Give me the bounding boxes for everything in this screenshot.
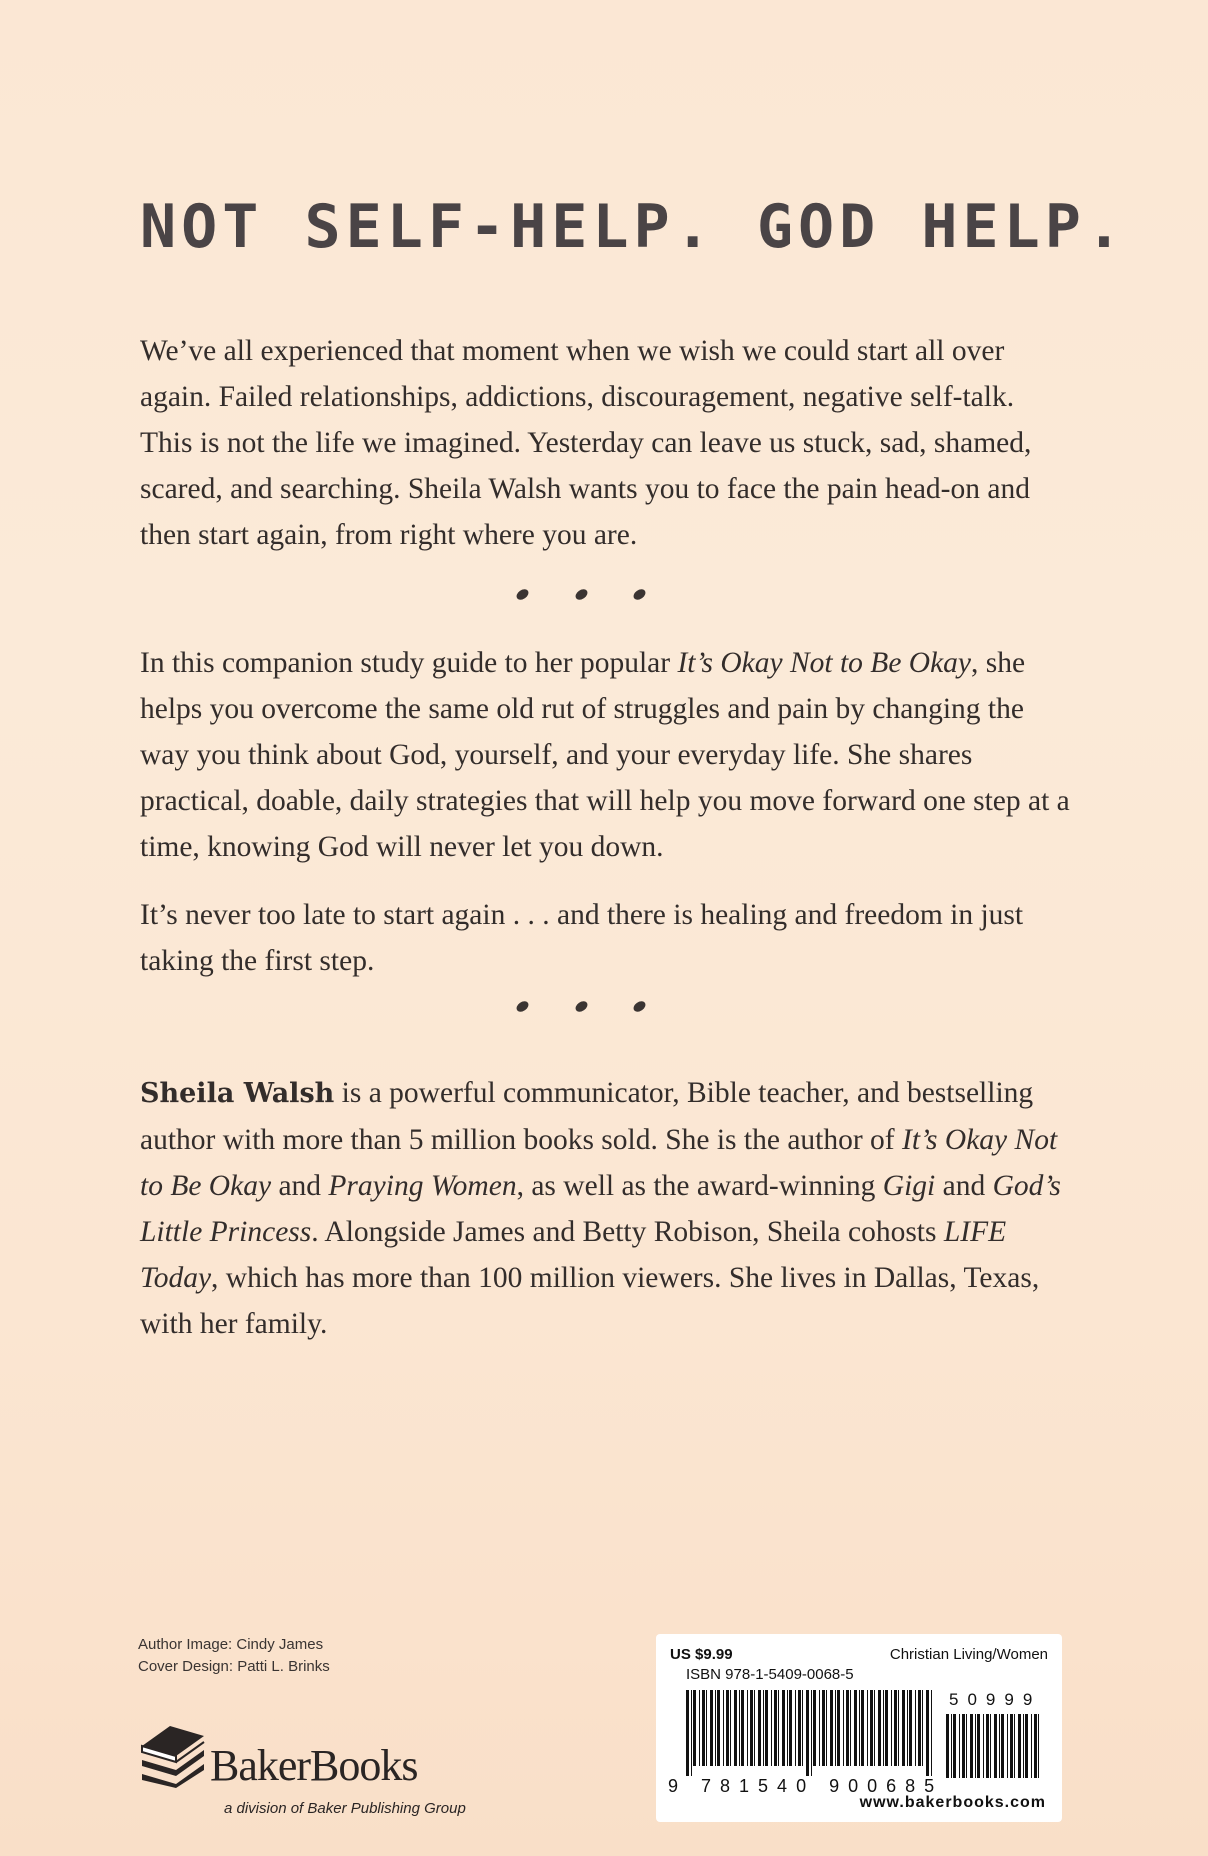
bio-book-title: Gigi bbox=[882, 1170, 936, 1202]
barcode-bar bbox=[813, 1690, 816, 1766]
barcode-bar bbox=[837, 1690, 840, 1766]
barcode-bar bbox=[686, 1690, 689, 1776]
author-name: Sheila Walsh bbox=[140, 1078, 335, 1109]
website: www.bakerbooks.com bbox=[859, 1794, 1046, 1811]
barcode-bar bbox=[850, 1690, 851, 1766]
image-credits bbox=[138, 1634, 330, 1678]
barcode-bar bbox=[909, 1690, 912, 1766]
intro-paragraph: We’ve all experienced that moment when we wish we could start all over again. Failed relationships, addictions, discouragement, negative self-talk. This is not the life we imagined. Yesterday can leave us stuck, sad, shamed, scared, and searching. Sheila Walsh wants you to face the pain head-on and then start again, from right where you are. bbox=[140, 335, 1032, 551]
barcode-bar bbox=[994, 1714, 997, 1778]
publisher-tagline: a division of Baker Publishing Group bbox=[224, 1800, 466, 1817]
barcode-bar bbox=[951, 1714, 952, 1778]
divider-dot bbox=[573, 587, 589, 602]
barcode-bar bbox=[691, 1690, 692, 1776]
barcode-label bbox=[656, 1634, 1062, 1822]
barcode-bar bbox=[702, 1690, 705, 1766]
barcode-bar bbox=[787, 1690, 788, 1766]
barcode-bar bbox=[1014, 1714, 1015, 1778]
barcode-bar bbox=[902, 1690, 905, 1766]
divider-dot bbox=[632, 587, 648, 602]
barcode-bar bbox=[706, 1690, 707, 1766]
barcode-bar bbox=[966, 1714, 967, 1778]
barcode-bar bbox=[898, 1690, 899, 1766]
barcode-bar bbox=[870, 1690, 873, 1766]
barcode-bar bbox=[959, 1714, 960, 1778]
companion-text-after: , she helps you overcome the same old rut of struggles and pain by changing the way you think about God, yourself, and your everyday life. She shares practical, doable, daily strategies that will help you move forward one step at a time, knowing God will never let you down. bbox=[140, 647, 1070, 863]
barcode-bar bbox=[806, 1690, 809, 1776]
barcode-bar bbox=[977, 1714, 980, 1778]
barcode-bar bbox=[782, 1690, 785, 1766]
headline: NOT SELF-HELP. GOD HELP. bbox=[140, 192, 1127, 262]
barcode-bar bbox=[778, 1690, 779, 1766]
barcode-bar bbox=[1023, 1714, 1024, 1778]
barcode-bar bbox=[891, 1690, 892, 1766]
barcode-bar bbox=[747, 1690, 748, 1766]
bio-text: , which has more than 100 million viewers. She lives in Dallas, Texas, with her family. bbox=[140, 1262, 1040, 1340]
barcode-bar bbox=[962, 1714, 965, 1778]
barcode-bar bbox=[739, 1690, 740, 1766]
barcode-bar bbox=[830, 1690, 833, 1766]
barcode-bar bbox=[1007, 1714, 1008, 1778]
category: Christian Living/Women bbox=[889, 1646, 1048, 1663]
isbn: ISBN 978-1-5409-0068-5 bbox=[686, 1666, 854, 1683]
barcode-bar bbox=[763, 1690, 764, 1766]
barcode-bar bbox=[802, 1690, 803, 1766]
divider-dot bbox=[515, 587, 531, 602]
barcode-bar bbox=[789, 1690, 792, 1766]
barcode-bar bbox=[798, 1690, 801, 1766]
barcode-bar bbox=[970, 1714, 973, 1778]
companion-text-before: In this companion study guide to her popular bbox=[140, 647, 678, 679]
barcode-bar bbox=[795, 1690, 796, 1766]
barcode-bar bbox=[1031, 1714, 1032, 1778]
divider-dot bbox=[515, 999, 531, 1014]
barcode-bar bbox=[846, 1690, 849, 1766]
barcode-bar bbox=[765, 1690, 768, 1766]
barcode-bar bbox=[819, 1690, 820, 1766]
barcode-bar bbox=[854, 1690, 857, 1766]
bio-book-title: God’s Little Princess bbox=[140, 1170, 1061, 1248]
barcode-bar bbox=[883, 1690, 884, 1766]
addon-digits: 50999 bbox=[949, 1690, 1042, 1709]
ean-barcode bbox=[686, 1690, 936, 1776]
barcode-bar bbox=[922, 1690, 923, 1766]
divider-dot bbox=[632, 999, 648, 1014]
publisher-logo bbox=[138, 1712, 508, 1822]
barcode-bar bbox=[975, 1714, 976, 1778]
barcode-bar bbox=[861, 1690, 864, 1766]
bio-text: , as well as the award-winning bbox=[516, 1170, 883, 1202]
barcode-digits: 9 781540 900685 bbox=[668, 1776, 944, 1796]
bio-text: is a powerful communicator, Bible teacher, and bestselling author with more than 5 million books sold. She is the author of bbox=[140, 1077, 1034, 1156]
barcode-bar bbox=[710, 1690, 713, 1766]
barcode-bar bbox=[843, 1690, 844, 1766]
barcode-bar bbox=[885, 1690, 888, 1766]
price: US $9.99 bbox=[670, 1646, 733, 1663]
barcode-bar bbox=[1025, 1714, 1028, 1778]
barcode-bar bbox=[771, 1690, 772, 1766]
barcode-bar bbox=[983, 1714, 984, 1778]
barcode-bar bbox=[826, 1690, 827, 1766]
bio-show-title: LIFE Today bbox=[140, 1216, 1007, 1294]
divider-dot bbox=[573, 999, 589, 1014]
bio-text: and bbox=[271, 1170, 329, 1202]
barcode-bar bbox=[726, 1690, 729, 1766]
barcode-bar bbox=[754, 1690, 755, 1766]
barcode-bar bbox=[1001, 1714, 1004, 1778]
barcode-bar bbox=[693, 1690, 696, 1766]
barcode-bar bbox=[1018, 1714, 1021, 1778]
author-image-credit: Author Image: Cindy James bbox=[138, 1636, 324, 1653]
publisher-name: BakerBooks bbox=[210, 1741, 418, 1790]
bio-text: . Alongside James and Betty Robison, Sheila cohosts bbox=[311, 1216, 944, 1248]
section-divider bbox=[516, 590, 646, 610]
bio-book-title: It’s Okay Not to Be Okay bbox=[140, 1124, 1058, 1202]
barcode-bar bbox=[915, 1690, 916, 1766]
barcode-bar bbox=[990, 1714, 991, 1778]
barcode-bar bbox=[859, 1690, 860, 1766]
barcode-bar bbox=[750, 1690, 753, 1766]
barcode-bar bbox=[931, 1690, 932, 1776]
barcode-bar bbox=[986, 1714, 989, 1778]
barcode-bar bbox=[946, 1714, 949, 1778]
barcode-bar bbox=[741, 1690, 744, 1766]
closing-paragraph: It’s never too late to start again . . . and there is healing and freedom in just taking the first step. bbox=[140, 899, 1024, 977]
barcode-bar bbox=[894, 1690, 897, 1766]
barcode-bar bbox=[918, 1690, 921, 1766]
barcode-bar bbox=[1034, 1714, 1037, 1778]
barcode-bar bbox=[699, 1690, 700, 1766]
barcode-bar bbox=[774, 1690, 777, 1766]
bio-text: and bbox=[935, 1170, 993, 1202]
addon-barcode bbox=[946, 1714, 1046, 1778]
barcode-bar bbox=[953, 1714, 956, 1778]
barcode-bar bbox=[835, 1690, 836, 1766]
barcode-bar bbox=[758, 1690, 761, 1766]
stacked-books-icon bbox=[138, 1716, 210, 1788]
section-divider bbox=[516, 1002, 646, 1022]
barcode-bar bbox=[1038, 1714, 1039, 1778]
barcode-bar bbox=[874, 1690, 875, 1766]
author-bio bbox=[140, 1070, 1070, 1347]
barcode-bar bbox=[1010, 1714, 1013, 1778]
barcode-bar bbox=[907, 1690, 908, 1766]
barcode-bar bbox=[811, 1690, 812, 1776]
barcode-bar bbox=[715, 1690, 716, 1766]
barcode-bar bbox=[926, 1690, 929, 1776]
barcode-bar bbox=[723, 1690, 724, 1766]
barcode-bar bbox=[717, 1690, 720, 1766]
barcode-bar bbox=[730, 1690, 731, 1766]
companion-paragraph bbox=[140, 640, 1070, 870]
barcode-bar bbox=[734, 1690, 737, 1766]
bio-book-title: Praying Women bbox=[328, 1170, 517, 1202]
barcode-bar bbox=[999, 1714, 1000, 1778]
barcode-bar bbox=[878, 1690, 881, 1766]
barcode-bar bbox=[867, 1690, 868, 1766]
companion-book-title: It’s Okay Not to Be Okay bbox=[677, 647, 972, 679]
barcode-bar bbox=[822, 1690, 825, 1766]
cover-design-credit: Cover Design: Patti L. Brinks bbox=[138, 1658, 330, 1675]
